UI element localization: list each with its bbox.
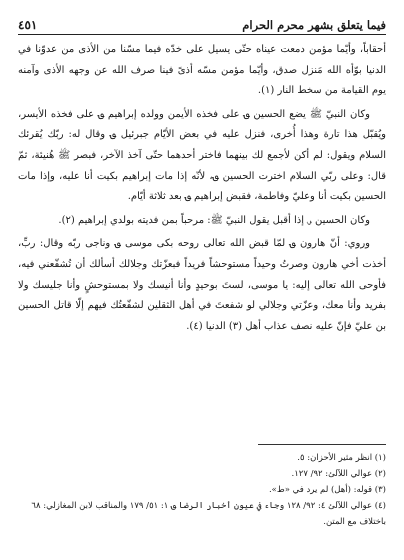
footnote: (١) انظر مثير الأحزان: ٥. bbox=[297, 453, 386, 463]
page-number: ٤٥١ bbox=[18, 18, 38, 32]
footnote: (٤) عوالي اللآلئ ٤: ٩٢/ ١٢٨ وجاء في عيون أخبار الرضا ؈ ١: ٥١/ ١٧٩ والمناقب لابن المغازلي: ٦٨ باختلاف مع المتن. bbox=[31, 501, 386, 527]
footnote: (٣) قوله: (أهل) لم يرد في «ط». bbox=[268, 485, 386, 495]
paragraph: وكان الحسين ؈ إذا أقبل يقول النبيّ ﷺ: مرحباً بمن فديته بولدي إبراهيم (٢). bbox=[58, 214, 370, 226]
paragraph: وروي: أنّ هارون ؈ لمّا قبض الله تعالى روحه بكى موسى ؈ وناجى ربّه وقال: ربِّ، أخذت أخي هارون وصرتُ وحيداً مستوحشاً فريداً فبعزّتك وجلالك أسألك أن تُشفّعني فيه، فأوحى الله تعالى إليه: يا موسى، لستَ بوحيدٍ وأنا أنيسك ولا بمستوحشٍ وأنا جليسك ولا بفريد وأنا معك، وعزّتي وجلالي لو شفعتَ في أهل الثقلين لشفّعتُك فيهم إلّا قاتل الحسين بن عليّ فإنّ عليه نصف عذاب أهل (٣) الدنيا (٤). bbox=[18, 238, 386, 332]
paragraph: وكان النبيّ ﷺ يضع الحسين ؈ على فخذه الأيمن وولده إبراهيم ؈ على فخذه الأيسر، ويُقبّل هذا تارة وهذا أُخرى، فنزل عليه في بعض الأيّام جبرئيل ؈ وقال له: ربّك يُقرئك السلام ويقول: لم أكن لأجمع لك بينهما فاختر أحدهما حتّى آخذ الآخر، فبصر ﷺ هُنيئة، ثمّ قال: وعلى ربّي السلام اخترت الحسين ؈، لأنّه إذا مات إبراهيم بكيت أنا عليه، وإذا مات الحسين بكيت أنا وعليّ وفاطمة، فقبض إبراهيم ؈ بعد ثلاثة أيّام. bbox=[18, 108, 386, 203]
header-title: فيما يتعلق بشهر محرم الحرام bbox=[242, 18, 386, 32]
running-header bbox=[18, 12, 386, 32]
footnotes bbox=[18, 450, 386, 530]
footnote: (٢) عوالي اللآلئ: ٩٢/ ١٢٧. bbox=[291, 469, 386, 479]
header-rule bbox=[18, 34, 386, 35]
paragraph: أحقاباً، وأيّما مؤمن دمعت عيناه حتّى يسيل على خدّه فيما مسّنا من الأذى من عدوّنا في الدنيا بوّأه الله مَنزل صدق، وأيّما مؤمن مسّه أذىً فينا صرف الله عن وجهه الأذى وآمنه يوم القيامة من سخط النار (١). bbox=[18, 44, 386, 97]
footnote-rule bbox=[258, 444, 386, 445]
body-text bbox=[18, 40, 386, 340]
